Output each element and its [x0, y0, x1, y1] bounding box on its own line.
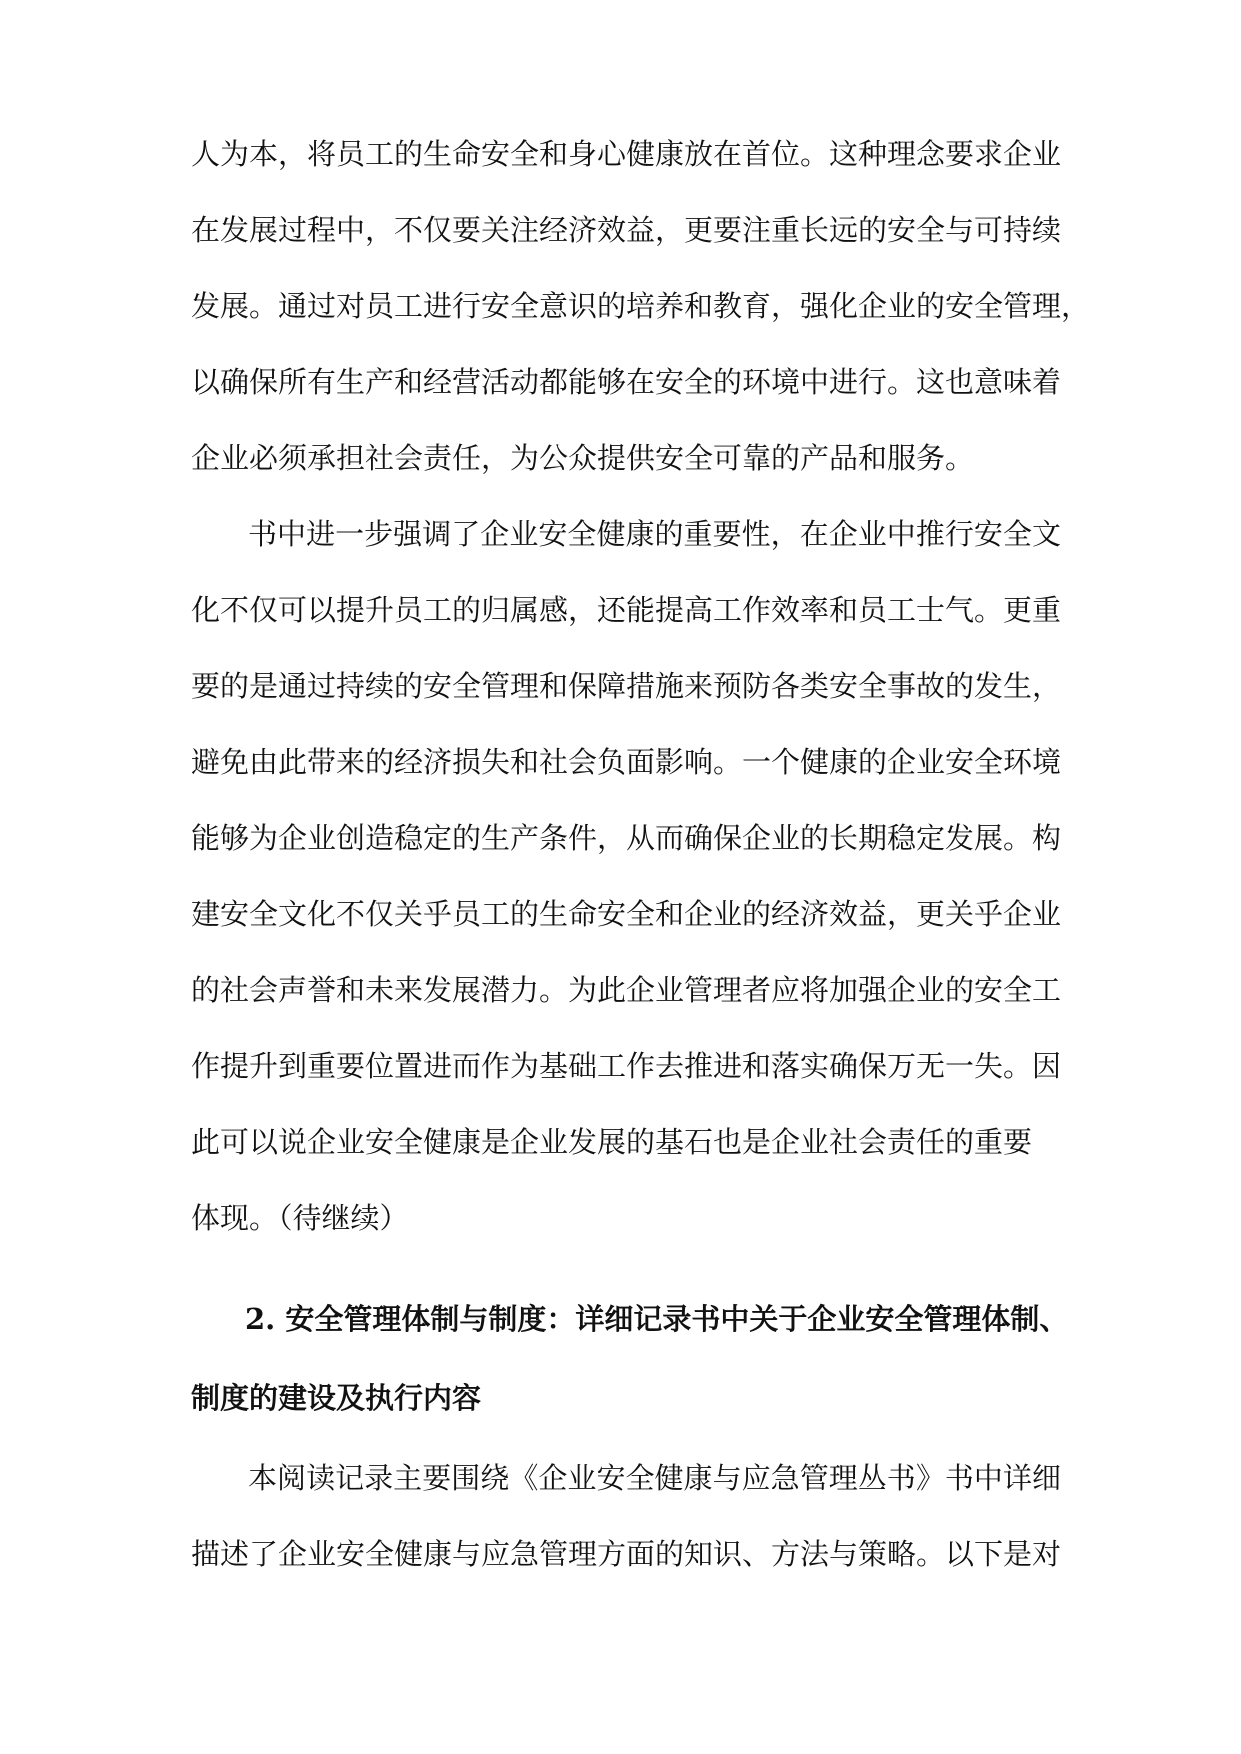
section-heading-line: 制度的建设及执行内容	[191, 1381, 482, 1415]
paragraph-line: 建安全文化不仅关乎员工的生命安全和企业的经济效益，更关乎企业	[191, 897, 1062, 931]
paragraph-line: 此可以说企业安全健康是企业发展的基石也是企业社会责任的重要	[191, 1125, 1033, 1159]
paragraph-line: 企业必须承担社会责任，为公众提供安全可靠的产品和服务。	[191, 441, 975, 475]
paragraph-line: 化不仅可以提升员工的归属感，还能提高工作效率和员工士气。更重	[191, 593, 1062, 627]
paragraph-line: 人为本，将员工的生命安全和身心健康放在首位。这种理念要求企业	[191, 137, 1062, 171]
paragraph-line: 在发展过程中，不仅要关注经济效益，更要注重长远的安全与可持续	[191, 213, 1062, 247]
paragraph-line: 本阅读记录主要围绕《企业安全健康与应急管理丛书》书中详细	[248, 1461, 1061, 1495]
paragraph-line: 发展。通过对员工进行安全意识的培养和教育，强化企业的安全管理，	[191, 289, 1091, 323]
paragraph-line: 避免由此带来的经济损失和社会负面影响。一个健康的企业安全环境	[191, 745, 1062, 779]
paragraph-line: 描述了企业安全健康与应急管理方面的知识、方法与策略。以下是对	[191, 1537, 1062, 1571]
paragraph-line: 要的是通过持续的安全管理和保障措施来预防各类安全事故的发生，	[191, 669, 1062, 703]
paragraph-line: 作提升到重要位置进而作为基础工作去推进和落实确保万无一失。因	[191, 1049, 1062, 1083]
paragraph-line: 体现。（待继续）	[191, 1201, 409, 1235]
paragraph-line: 以确保所有生产和经营活动都能够在安全的环境中进行。这也意味着	[191, 365, 1062, 399]
paragraph-line: 书中进一步强调了企业安全健康的重要性，在企业中推行安全文	[248, 517, 1061, 551]
paragraph-line: 的社会声誉和未来发展潜力。为此企业管理者应将加强企业的安全工	[191, 973, 1062, 1007]
section-heading-line: 2. 安全管理体制与制度：详细记录书中关于企业安全管理体制、	[245, 1302, 1069, 1336]
paragraph-line: 能够为企业创造稳定的生产条件，从而确保企业的长期稳定发展。构	[191, 821, 1062, 855]
